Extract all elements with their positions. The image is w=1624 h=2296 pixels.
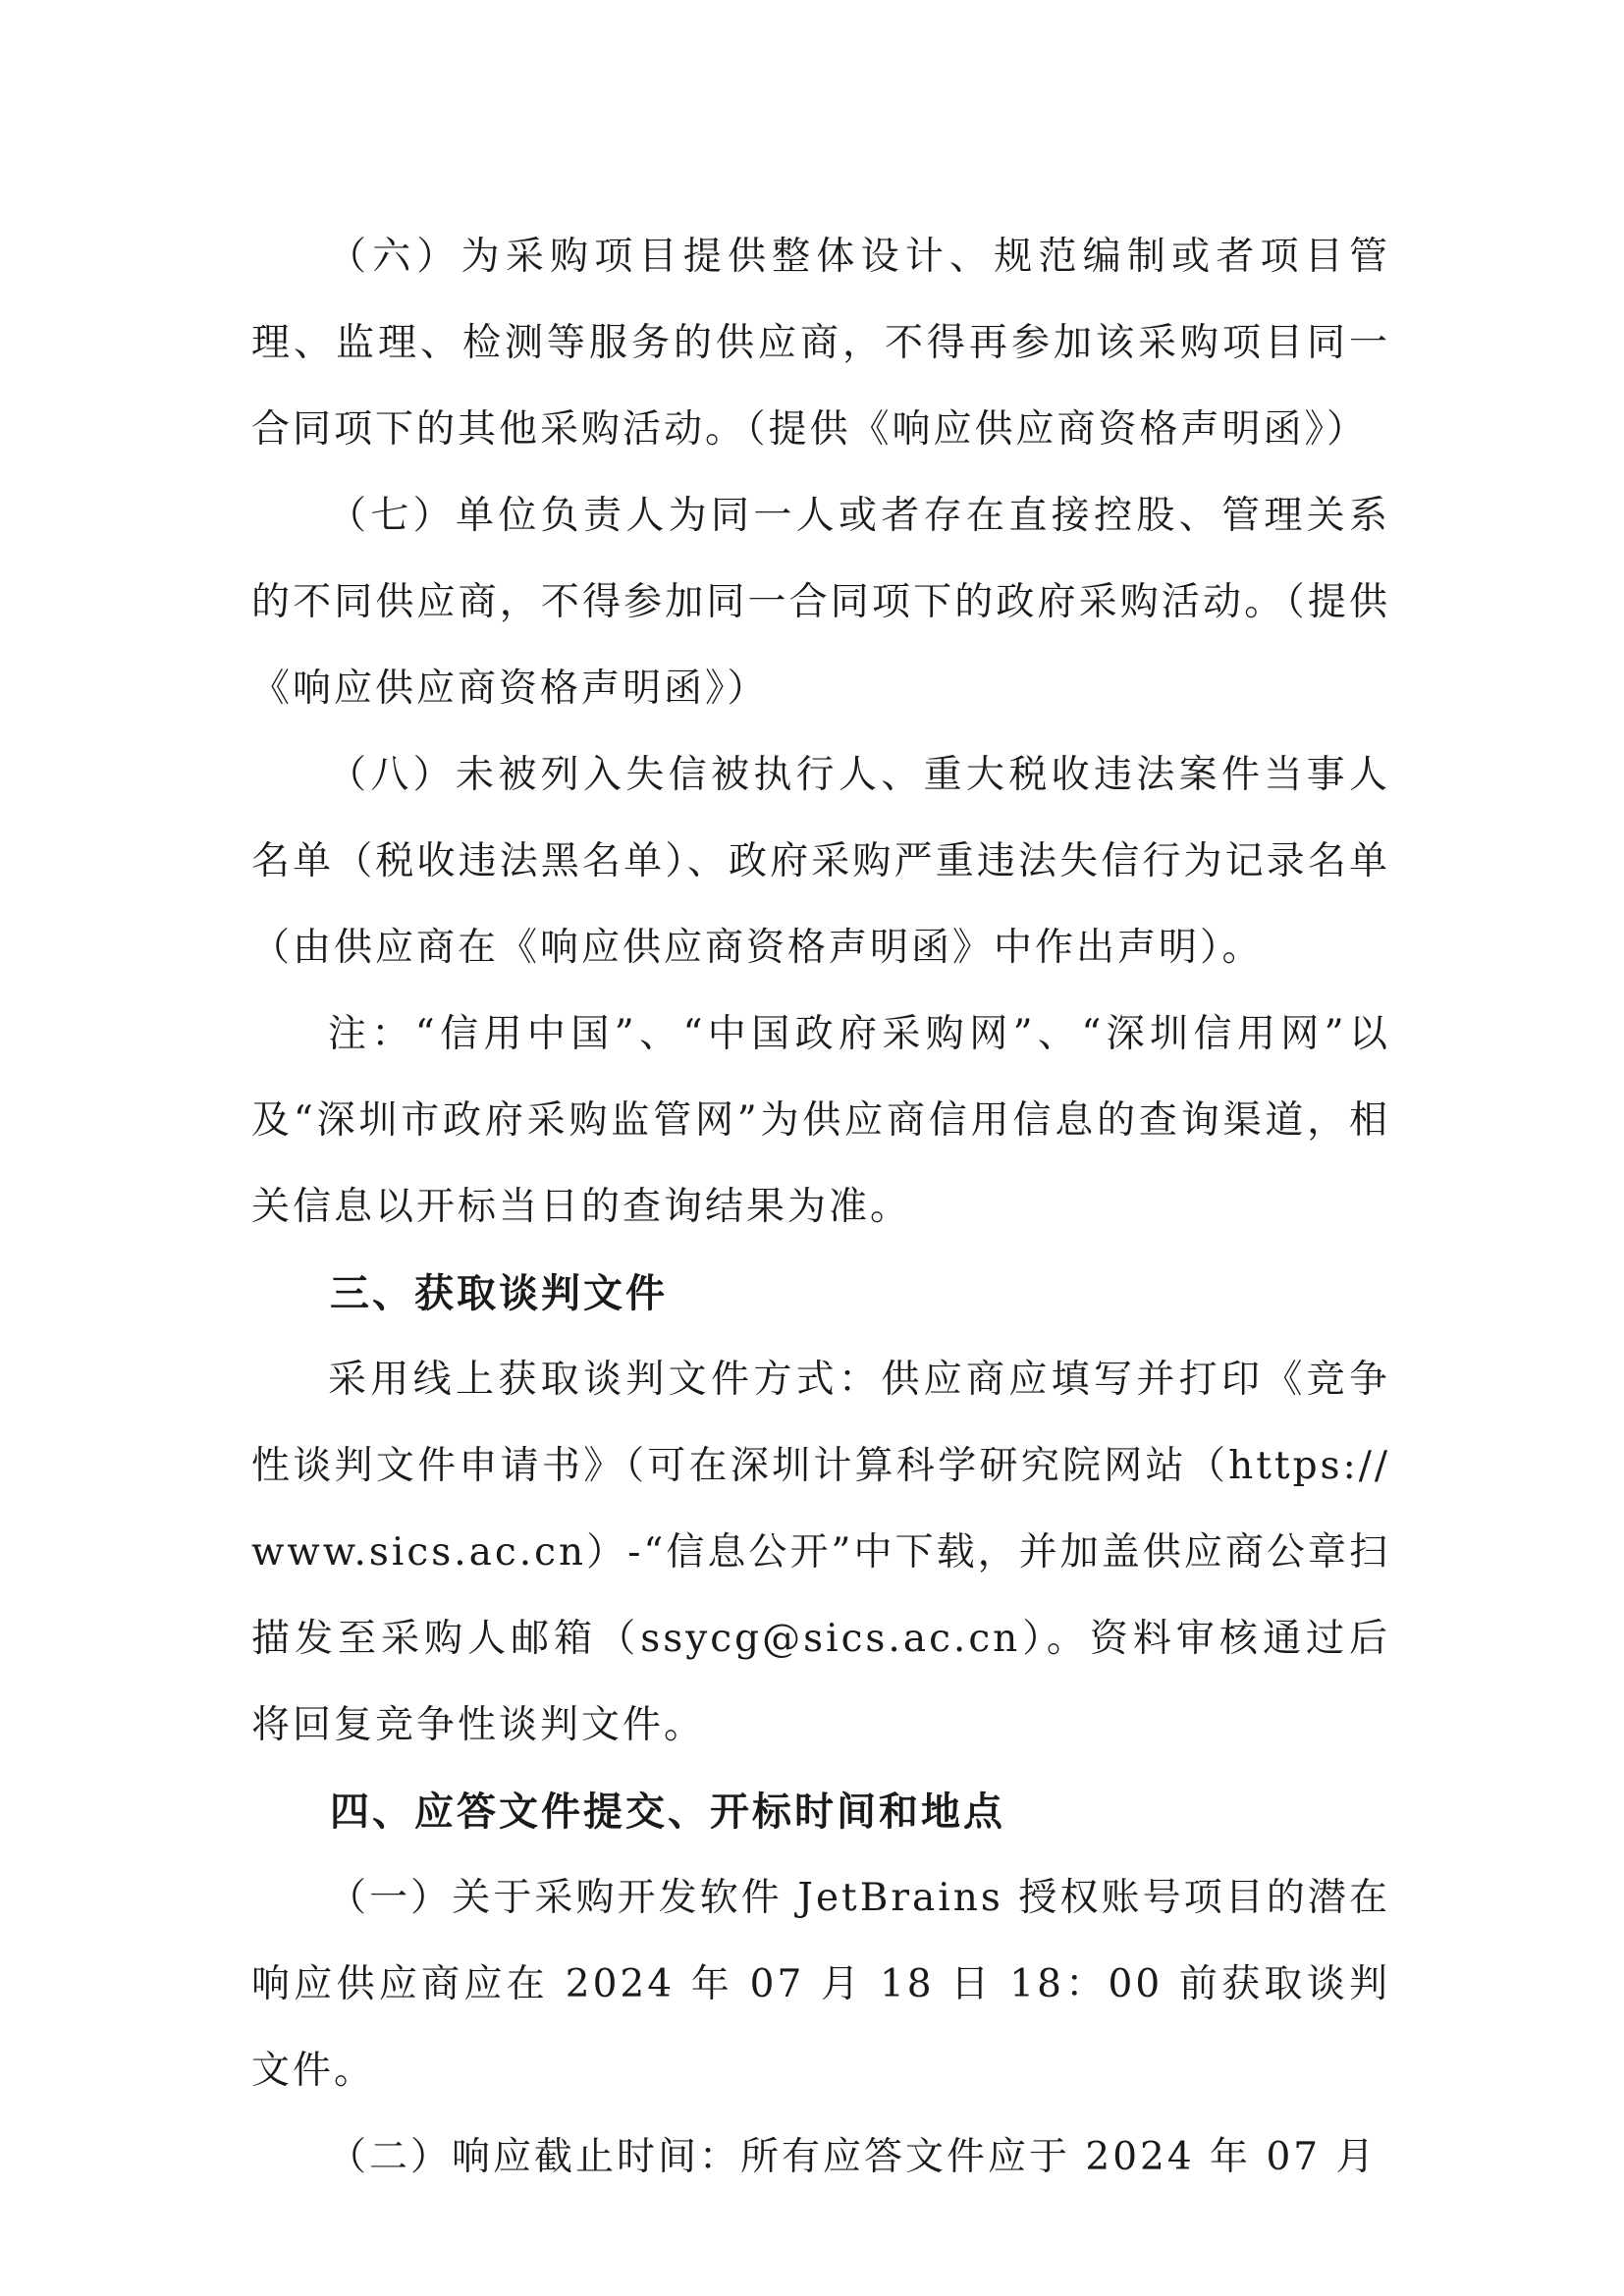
- section-heading-submission: 四、应答文件提交、开标时间和地点: [330, 1789, 1005, 1835]
- paragraph-item-two: （二）响应截止时间：所有应答文件应于 2024 年 07 月: [328, 2135, 1378, 2179]
- document-page: [251, 214, 1390, 2201]
- paragraph-item-seven: （七）单位负责人为同一人或者存在直接控股、管理关系的不同供应商，不得参加同一合同项下的政府采购活动。（提供《响应供应商资格声明函》）: [251, 494, 1390, 711]
- paragraph-item-one: （一）关于采购开发软件 JetBrains 授权账号项目的潜在响应供应商应在 2024 年 07 月 18 日 18：00 前获取谈判文件。: [251, 1876, 1390, 2093]
- section-heading-obtain-documents: 三、获取谈判文件: [330, 1271, 668, 1316]
- paragraph-item-six: （六）为采购项目提供整体设计、规范编制或者项目管理、监理、检测等服务的供应商，不得再参加该采购项目同一合同项下的其他采购活动。（提供《响应供应商资格声明函》）: [251, 235, 1390, 452]
- paragraph-item-eight: （八）未被列入失信被执行人、重大税收违法案件当事人名单（税收违法黑名单）、政府采购严重违法失信行为记录名单（由供应商在《响应供应商资格声明函》中作出声明）。: [251, 753, 1390, 970]
- paragraph-note: 注：“信用中国”、“中国政府采购网”、“深圳信用网”以及“深圳市政府采购监管网”为供应商信用信息的查询渠道，相关信息以开标当日的查询结果为准。: [251, 1012, 1390, 1229]
- paragraph-obtain-documents: 采用线上获取谈判文件方式：供应商应填写并打印《竞争性谈判文件申请书》（可在深圳计算科学研究院网站（https://www.sics.ac.cn）-“信息公开”中下载，并加盖供应商公章扫描发至采购人邮箱（ssycg@sics.ac.cn）。资料审核通过后将回复竞争性谈判文件。: [251, 1358, 1390, 1747]
